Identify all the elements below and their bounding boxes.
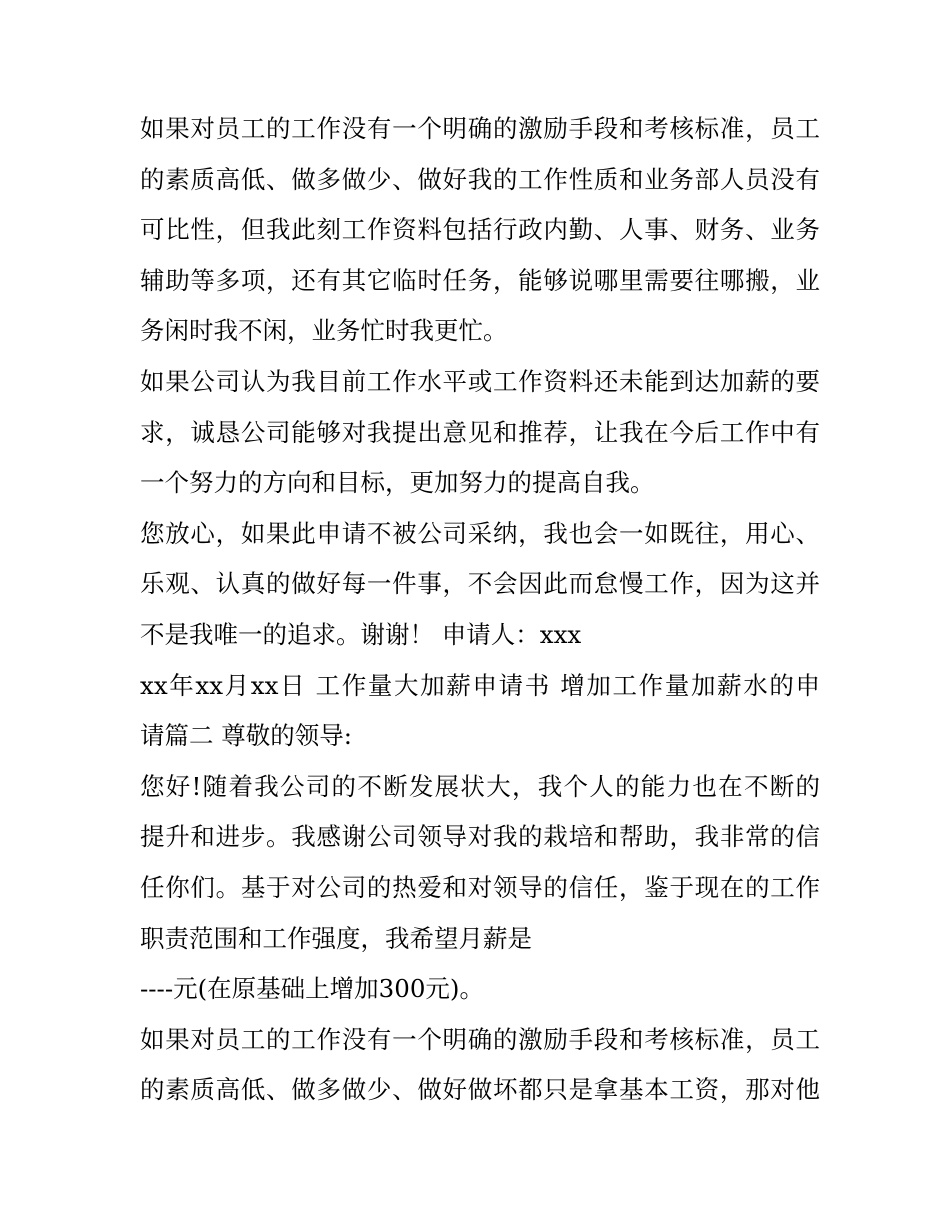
text-line: 求，诚恳公司能够对我提出意见和推荐，让我在今后工作中有 xyxy=(140,417,820,447)
text-line: 不是我唯一的追求。谢谢！ 申请人：xxx xyxy=(140,619,582,649)
text-line: xx年xx月xx日 工作量大加薪申请书 增加工作量加薪水的申 xyxy=(140,670,820,700)
text-line: 您好!随着我公司的不断发展状大，我个人的能力也在不断的 xyxy=(140,771,820,801)
text-line: 如果对员工的工作没有一个明确的激励手段和考核标准，员工 xyxy=(140,114,820,143)
text-line: 乐观、认真的做好每一件事，不会因此而怠慢工作，因为这并 xyxy=(140,569,820,599)
text-line: 您放心，如果此申请不被公司采纳，我也会一如既往，用心、 xyxy=(140,518,820,548)
text-line: 辅助等多项，还有其它临时任务，能够说哪里需要往哪搬，业 xyxy=(140,265,820,295)
text-line: ----元(在原基础上增加300元)。 xyxy=(140,974,484,1004)
text-line: 如果公司认为我目前工作水平或工作资料还未能到达加薪的要 xyxy=(140,366,820,396)
text-line: 务闲时我不闲，业务忙时我更忙。 xyxy=(140,316,508,346)
text-line: 职责范围和工作强度，我希望月薪是 xyxy=(140,923,532,953)
text-line: 可比性，但我此刻工作资料包括行政内勤、人事、财务、业务 xyxy=(140,215,820,245)
text-line: 一个努力的方向和目标，更加努力的提高自我。 xyxy=(140,468,655,498)
text-line: 的素质高低、做多做少、做好做坏都只是拿基本工资，那对他 xyxy=(140,1075,820,1105)
text-line: 提升和进步。我感谢公司领导对我的栽培和帮助，我非常的信 xyxy=(140,822,820,852)
text-line: 请篇二 尊敬的领导: xyxy=(140,721,353,751)
text-line: 的素质高低、做多做少、做好我的工作性质和业务部人员没有 xyxy=(140,164,820,194)
text-line: 任你们。基于对公司的热爱和对领导的信任，鉴于现在的工作 xyxy=(140,872,820,902)
document-body xyxy=(140,104,820,1116)
text-line: 如果对员工的工作没有一个明确的激励手段和考核标准，员工 xyxy=(140,1024,820,1054)
